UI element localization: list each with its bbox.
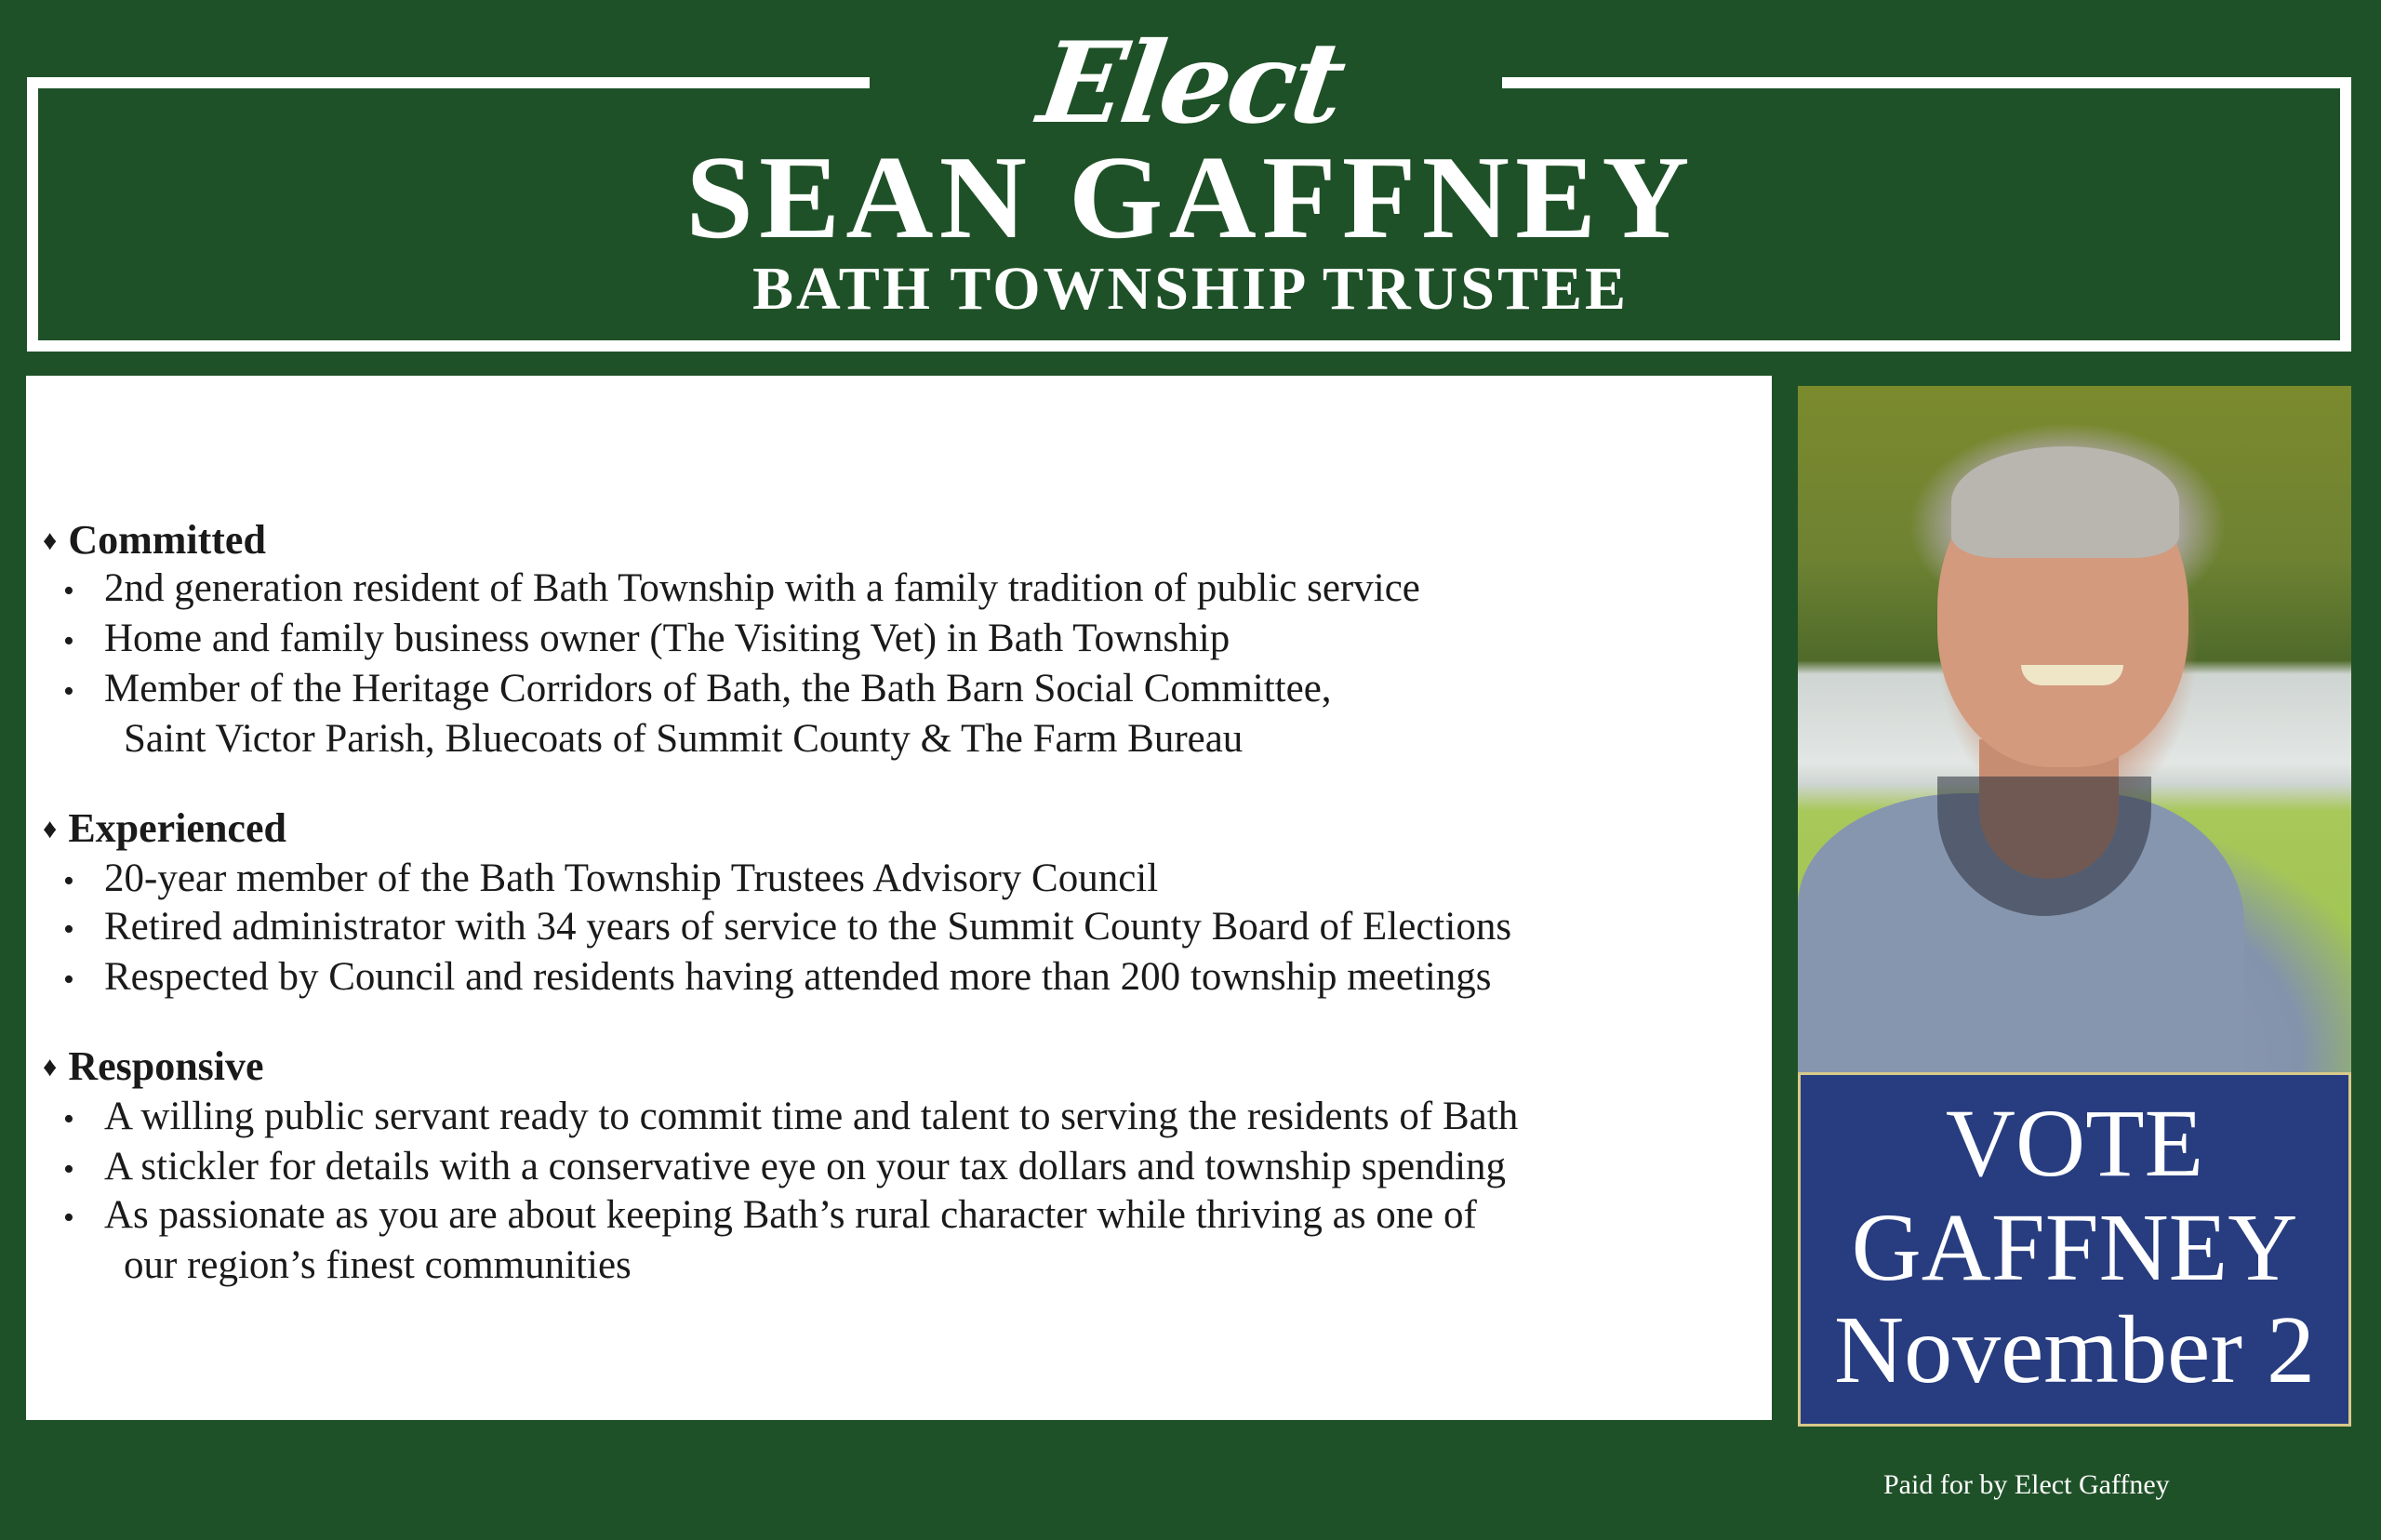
- diamond-bullet-icon: ♦: [43, 525, 58, 556]
- bullet-dot-icon: •: [63, 962, 74, 997]
- section-heading-label: Committed: [68, 517, 266, 563]
- list-item-text: Respected by Council and residents having attended more than 200 township meetings: [104, 955, 1492, 999]
- list-item-text: Member of the Heritage Corridors of Bath, the Bath Barn Social Committee,: [104, 667, 1332, 710]
- list-item-text: A stickler for details with a conservative eye on your tax dollars and township spending: [104, 1145, 1507, 1188]
- list-item: [63, 856, 1158, 905]
- bullet-dot-icon: •: [63, 1201, 74, 1235]
- list-item-text: 2nd generation resident of Bath Township with a family tradition of public service: [104, 566, 1420, 610]
- list-item: [63, 1094, 1518, 1143]
- bullet-dot-icon: •: [63, 624, 74, 658]
- list-item: [63, 904, 1511, 953]
- bullet-dot-icon: •: [63, 864, 74, 898]
- list-item-text: Home and family business owner (The Visiting Vet) in Bath Township: [104, 617, 1230, 660]
- list-item-text: Saint Victor Parish, Bluecoats of Summit County & The Farm Bureau: [124, 717, 1244, 761]
- list-item: [63, 616, 1230, 665]
- bullet-dot-icon: •: [63, 574, 74, 608]
- bullet-dot-icon: •: [63, 1102, 74, 1136]
- list-item: [63, 1144, 1506, 1193]
- vote-line-3: November 2: [1834, 1296, 2315, 1403]
- vote-line-1: VOTE: [1945, 1090, 2204, 1197]
- vote-box: [1798, 1072, 2351, 1427]
- candidate-photo: [1798, 386, 2351, 1072]
- list-item: [63, 954, 1492, 1003]
- list-item: [63, 666, 1332, 715]
- list-item: [63, 1192, 1477, 1241]
- section-heading-responsive: [43, 1043, 264, 1095]
- diamond-bullet-icon: ♦: [43, 814, 58, 844]
- office-title: BATH TOWNSHIP TRUSTEE: [752, 255, 1629, 323]
- qualifications-panel: [26, 376, 1772, 1420]
- elect-script-title: Elect: [1031, 18, 1350, 149]
- section-heading-committed: [43, 517, 266, 568]
- bullet-dot-icon: •: [63, 1152, 74, 1187]
- list-item-text: Retired administrator with 34 years of service to the Summit County Board of Elections: [104, 905, 1512, 949]
- section-heading-label: Experienced: [68, 805, 286, 851]
- paid-for-disclaimer: Paid for by Elect Gaffney: [1883, 1469, 2170, 1500]
- diamond-bullet-icon: ♦: [43, 1052, 58, 1082]
- section-heading-experienced: [43, 805, 286, 856]
- bullet-dot-icon: •: [63, 912, 74, 947]
- bullet-dot-icon: •: [63, 674, 74, 709]
- list-item-text: A willing public servant ready to commit time and talent to serving the residents of Bath: [104, 1095, 1519, 1138]
- photo-smile: [2021, 665, 2123, 685]
- candidate-name: SEAN GAFFNEY: [685, 131, 1696, 263]
- header-frame-bottom: [27, 340, 2351, 352]
- list-item-text: 20-year member of the Bath Township Trustees Advisory Council: [104, 856, 1159, 900]
- section-heading-label: Responsive: [68, 1043, 264, 1089]
- vote-line-2: GAFFNEY: [1851, 1194, 2298, 1301]
- photo-hair: [1951, 446, 2179, 558]
- list-item-text: As passionate as you are about keeping Bath’s rural character while thriving as one of: [104, 1193, 1477, 1237]
- list-item-continuation: [124, 716, 1243, 763]
- list-item: [63, 565, 1420, 615]
- list-item-text: our region’s finest communities: [124, 1243, 632, 1287]
- list-item-continuation: [124, 1242, 632, 1289]
